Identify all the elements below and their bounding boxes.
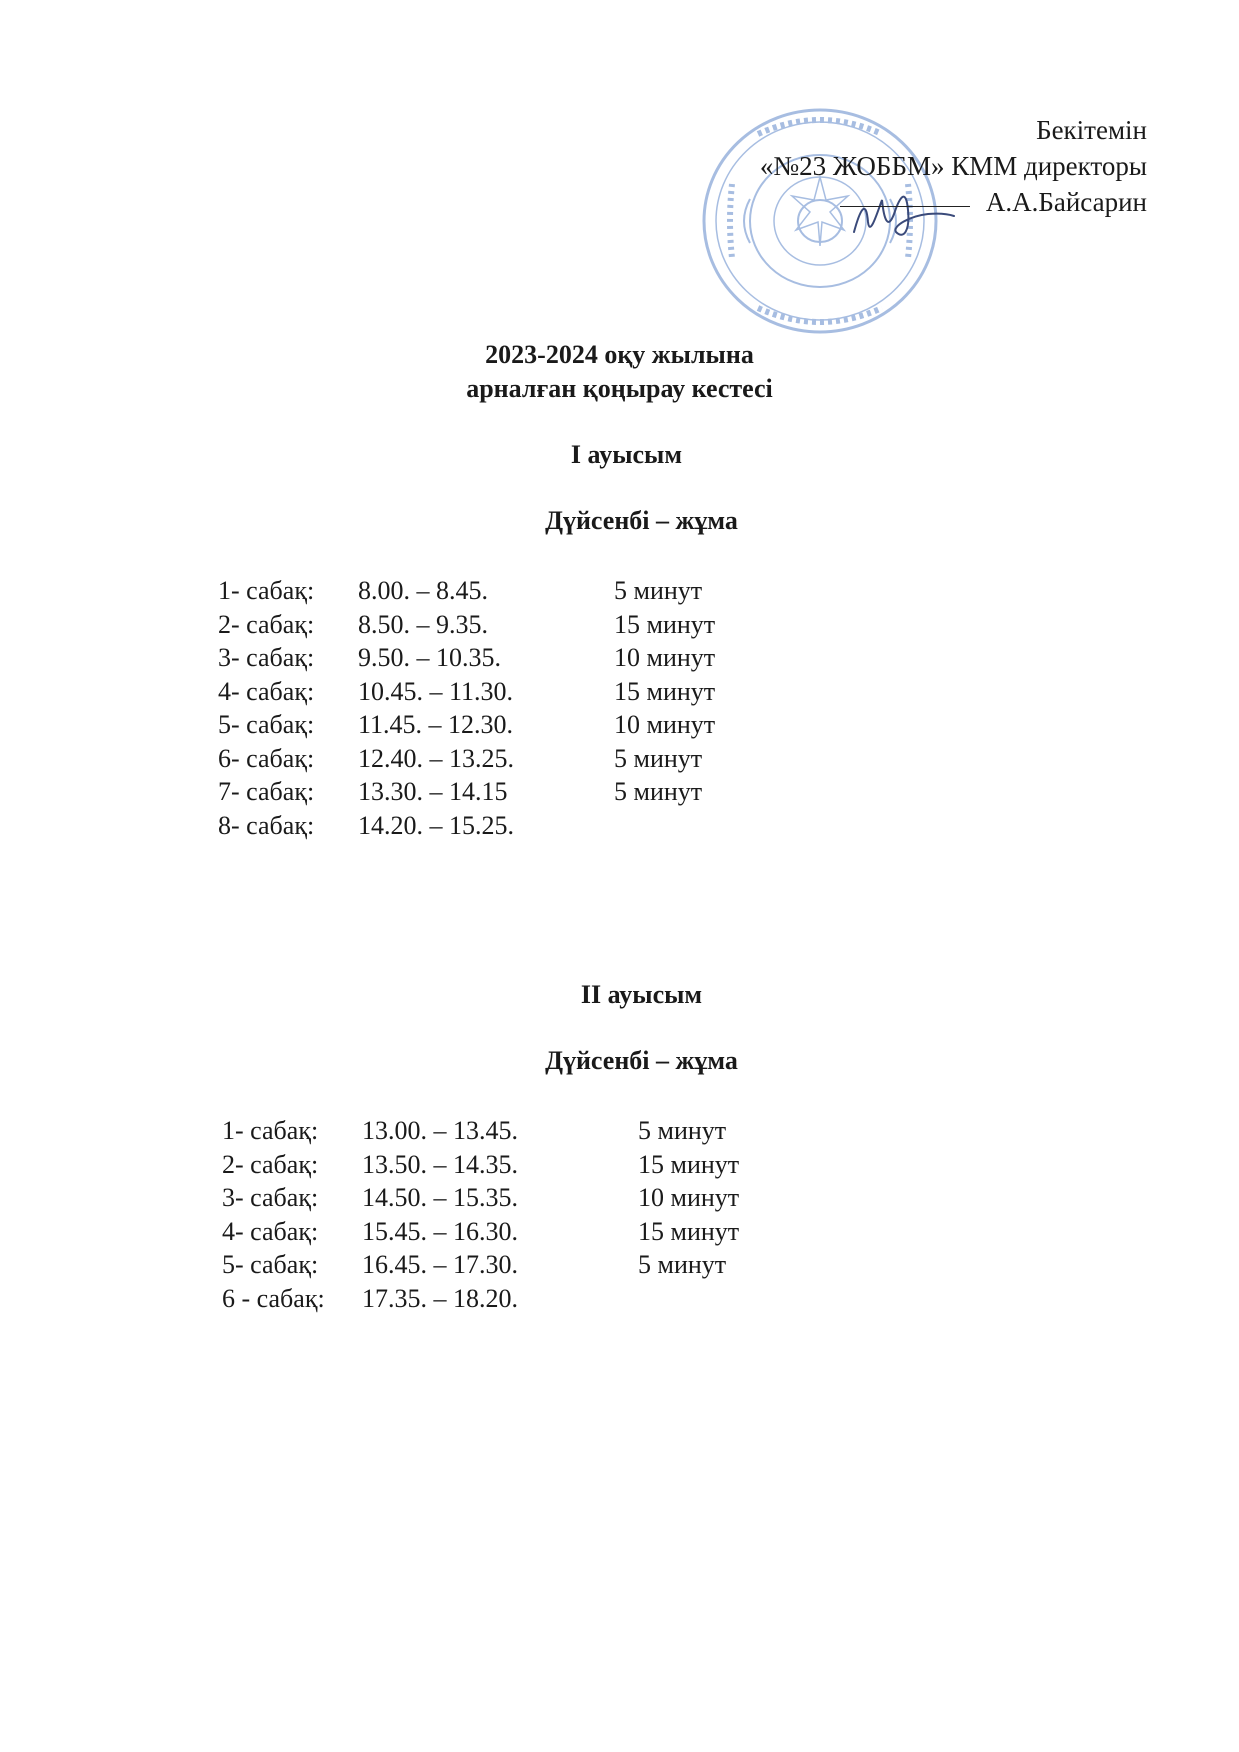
break-duration: 15 минут bbox=[638, 1149, 740, 1179]
signer-name: А.А.Байсарин bbox=[985, 187, 1147, 217]
break-duration: 15 минут bbox=[614, 676, 716, 706]
shift1-heading: І ауысым bbox=[570, 440, 683, 469]
lesson-time: 15.45. – 16.30. bbox=[362, 1216, 518, 1246]
lesson-time: 13.00. – 13.45. bbox=[362, 1116, 518, 1145]
lesson-label: 2- сабақ: bbox=[218, 609, 315, 639]
document-title-line2: арналған қоңырау кестесі bbox=[466, 374, 773, 403]
break-duration: 10 минут bbox=[614, 710, 716, 739]
break-duration: 5 минут bbox=[614, 743, 703, 773]
lesson-row bbox=[218, 742, 818, 775]
lesson-time: 8.50. – 9.35. bbox=[358, 609, 488, 639]
document-title-line1: 2023-2024 оқу жылына bbox=[485, 340, 754, 369]
break-duration: 15 минут bbox=[614, 609, 716, 639]
lesson-time: 14.50. – 15.35. bbox=[362, 1183, 518, 1212]
lesson-label: 3- сабақ: bbox=[222, 1183, 319, 1212]
approval-block bbox=[760, 112, 1147, 220]
lesson-time: 10.45. – 11.30. bbox=[358, 676, 514, 706]
break-duration: 10 минут bbox=[614, 643, 716, 672]
lesson-row bbox=[218, 708, 818, 741]
approval-label: Бекітемін bbox=[1036, 115, 1147, 145]
lesson-time: 17.35. – 18.20. bbox=[362, 1283, 518, 1313]
lesson-label: 1- сабақ: bbox=[222, 1116, 319, 1145]
lesson-row bbox=[218, 608, 818, 641]
shift1-days: Дүйсенбі – жұма bbox=[545, 506, 738, 535]
lesson-time: 9.50. – 10.35. bbox=[358, 643, 501, 672]
lesson-row bbox=[222, 1181, 822, 1214]
lesson-row bbox=[222, 1215, 822, 1248]
break-duration: 5 минут bbox=[614, 576, 703, 605]
approval-signer bbox=[760, 184, 1147, 220]
lesson-label: 5- сабақ: bbox=[218, 710, 315, 739]
lesson-row bbox=[222, 1282, 822, 1315]
break-duration: 5 минут bbox=[638, 1116, 727, 1145]
lesson-row bbox=[218, 641, 818, 674]
approval-organization: «№23 ЖОББМ» КММ директоры bbox=[759, 151, 1147, 181]
lesson-label: 4- сабақ: bbox=[222, 1216, 319, 1246]
shift2-heading: ІІ ауысым bbox=[580, 980, 703, 1009]
lesson-label: 1- сабақ: bbox=[218, 576, 315, 605]
lesson-row bbox=[222, 1248, 822, 1281]
lesson-row bbox=[218, 775, 818, 808]
lesson-time: 8.00. – 8.45. bbox=[358, 576, 488, 605]
lesson-label: 5- сабақ: bbox=[222, 1250, 319, 1279]
shift2-days: Дүйсенбі – жұма bbox=[545, 1046, 738, 1075]
lesson-label: 7- сабақ: bbox=[218, 777, 315, 806]
break-duration: 5 минут bbox=[614, 777, 703, 806]
lesson-time: 11.45. – 12.30. bbox=[358, 710, 514, 739]
signature-line bbox=[840, 206, 970, 207]
lesson-time: 14.20. – 15.25. bbox=[358, 810, 514, 840]
lesson-time: 13.50. – 14.35. bbox=[362, 1149, 518, 1179]
lesson-row bbox=[222, 1148, 822, 1181]
break-duration: 10 минут bbox=[638, 1183, 740, 1212]
lesson-label: 6 - сабақ: bbox=[222, 1283, 325, 1313]
lesson-time: 12.40. – 13.25. bbox=[358, 743, 514, 773]
lesson-label: 4- сабақ: bbox=[218, 676, 315, 706]
lesson-label: 3- сабақ: bbox=[218, 643, 315, 672]
lesson-row bbox=[222, 1114, 822, 1147]
lesson-label: 2- сабақ: bbox=[222, 1149, 319, 1179]
lesson-row bbox=[218, 574, 818, 607]
lesson-time: 16.45. – 17.30. bbox=[362, 1250, 518, 1279]
lesson-row bbox=[218, 675, 818, 708]
break-duration: 15 минут bbox=[638, 1216, 740, 1246]
lesson-row bbox=[218, 809, 818, 842]
lesson-time: 13.30. – 14.15 bbox=[358, 777, 508, 806]
break-duration: 5 минут bbox=[638, 1250, 727, 1279]
lesson-label: 6- сабақ: bbox=[218, 743, 315, 773]
lesson-label: 8- сабақ: bbox=[218, 810, 315, 840]
